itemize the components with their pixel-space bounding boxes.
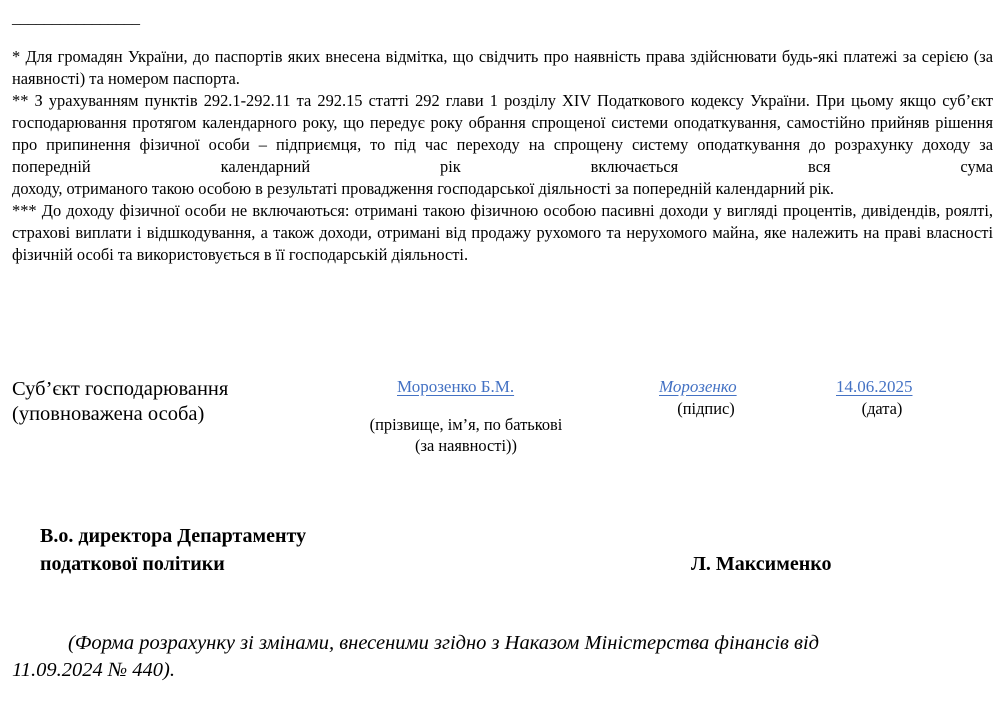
signature-caption: (підпис)	[677, 399, 735, 418]
date-field[interactable]: 14.06.2025	[836, 377, 913, 396]
footnotes	[12, 46, 993, 266]
signature-field[interactable]: Морозенко	[659, 377, 737, 396]
form-amendment-note-line2: 11.09.2024 № 440).	[12, 659, 176, 681]
signatory-name-field[interactable]: Морозенко Б.М.	[397, 377, 515, 396]
form-amendment-note-line1: (Форма розрахунку зі змінами, внесеними згідно з Наказом Міністерства фінансів від	[68, 632, 820, 654]
official-name: Л. Максименко	[691, 553, 832, 575]
form-amendment-note	[12, 630, 992, 684]
footnote-1: * Для громадян України, до паспортів яких внесена відмітка, що свідчить про наявність права здійснювати будь-які платежі за серією (за наявності) та номером паспорта.	[12, 47, 993, 88]
signatory-label-line2: (уповноважена особа)	[12, 403, 205, 425]
official-title-line1: В.о. директора Департаменту	[40, 525, 307, 547]
footnote-2-continuation: доходу, отриманого такою особою в результаті провадження господарської діяльності за попередній календарний рік.	[12, 179, 835, 198]
signatory-name-caption-line1: (прізвище, ім’я, по батькові	[369, 415, 563, 434]
footnote-2: ** З урахуванням пунктів 292.1-292.11 та 292.15 статті 292 глави 1 розділу XIV Податкового кодексу України. При цьому якщо суб’єкт господарювання протягом календарного року, що передує року обрання спрощеної системи оподаткування, самостійно прийняв рішення про припинення фізичної особи – підприємця, то під час переходу на спрощену систему оподаткування до розрахунку доходу за попередній календарний рік включається вся сума	[12, 91, 993, 176]
official-title-line2: податкової політики	[40, 553, 225, 575]
signatory-label-line1: Суб’єкт господарювання	[12, 378, 229, 400]
footnote-3: *** До доходу фізичної особи не включаються: отримані такою фізичною особою пасивні доходи у вигляді процентів, дивідендів, роялті, страхові виплати і відшкодування, а також доходи, отримані від продажу рухомого та нерухомого майна, яке належить на праві власності фізичній особі та використовується в її господарській діяльності.	[12, 201, 993, 264]
footnote-rule: ________________	[12, 10, 140, 27]
official-title	[40, 522, 306, 578]
signatory-name-caption	[330, 414, 602, 456]
signatory-name-caption-line2: (за наявності))	[415, 436, 517, 455]
date-caption: (дата)	[861, 399, 903, 418]
signatory-label	[12, 377, 228, 427]
